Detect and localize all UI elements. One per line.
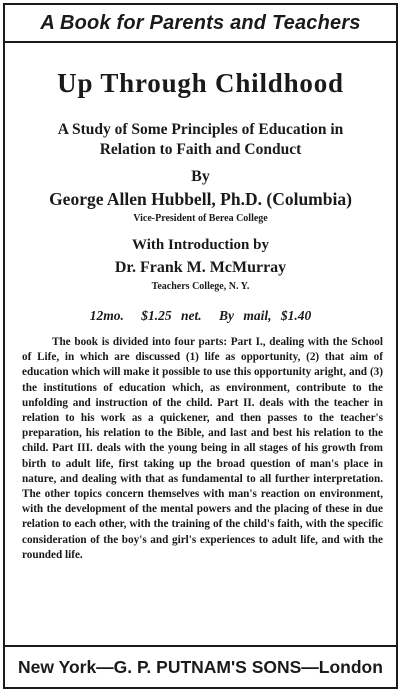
book-subtitle bbox=[25, 120, 376, 160]
introduction-author: Dr. Frank M. McMurray bbox=[114, 259, 287, 276]
book-title: Up Through Childhood bbox=[57, 68, 344, 98]
publisher-footer: New York—G. P. PUTNAM'S SONS—London bbox=[5, 645, 396, 687]
author-name: George Allen Hubbell, Ph.D. (Columbia) bbox=[49, 189, 352, 209]
author-role: Vice-President of Berea College bbox=[133, 213, 268, 224]
subtitle-line-2: Relation to Faith and Conduct bbox=[99, 141, 302, 158]
introduction-label: With Introduction by bbox=[132, 237, 269, 253]
mail-price: By mail, $1.40 bbox=[219, 308, 312, 323]
banner-heading: A Book for Parents and Teachers bbox=[5, 5, 396, 43]
subtitle-line-1: A Study of Some Principles of Education in bbox=[57, 121, 344, 138]
book-format: 12mo. bbox=[89, 308, 124, 323]
advertisement-frame bbox=[3, 3, 398, 689]
price-line bbox=[5, 308, 396, 324]
introduction-affiliation: Teachers College, N. Y. bbox=[151, 281, 250, 292]
net-price: $1.25 net. bbox=[141, 308, 202, 323]
book-description: The book is divided into four parts: Part I., dealing with the School of Life, in which are discussed (1) life as opportunity, (2) that aim of education which will make it possible to use this opportunity aright, and (3) the institutions of education which, as environment, contribute to the unfolding and instruction of the child. Part II. deals with the teacher in relation to his work as a quickener, and then passes to the teacher's preparation, his relation to the Bible, and last and best his relation to the child. Part III. deals with the young being in all stages of his growth from birth to adult life, first taking up the broad question of man's place in nature, and dealing with that as fundamental to all further interpretation. The other topics concern themselves with man's reaction on environment, with the development of the mental powers and the placing of these in due relation to each other, with the training of the child's faith, with the specific consideration of the boy's and girl's experiences to adult life, and with the rounded life. bbox=[22, 336, 383, 561]
by-label: By bbox=[191, 168, 210, 185]
